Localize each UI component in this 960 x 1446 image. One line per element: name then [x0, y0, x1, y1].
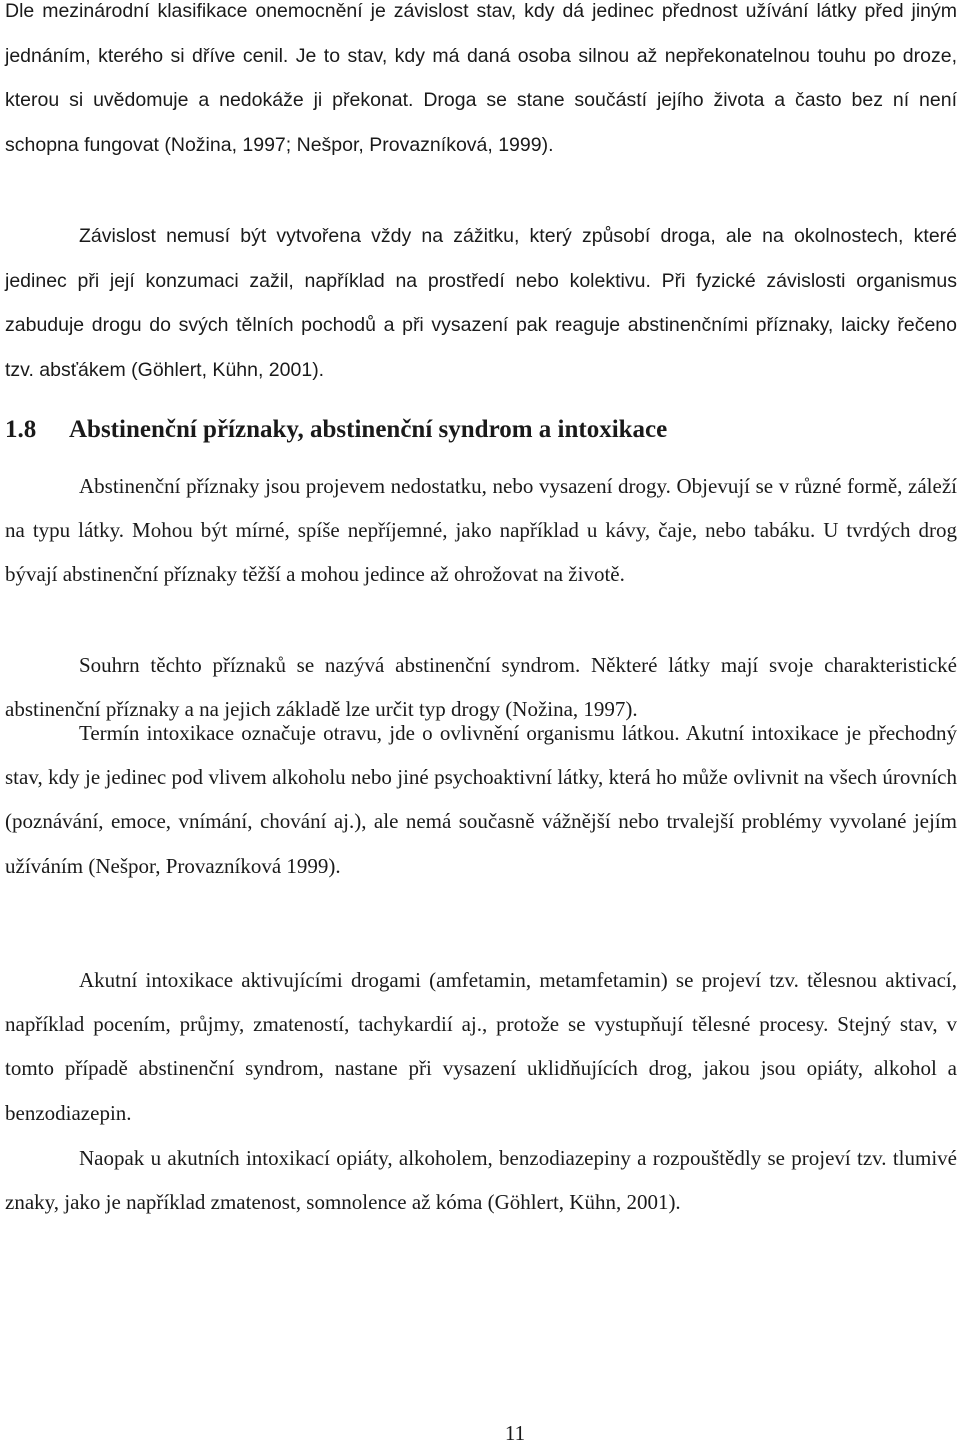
section-heading	[5, 410, 667, 450]
paragraph-activating-drugs: Akutní intoxikace aktivujícími drogami (amfetamin, metamfetamin) se projeví tzv. tělesnou aktivací, například pocením, průjmy, zmateností, tachykardií aj., protože se vystupňují tělesné procesy. Stejný stav, v tomto případě abstinenční syndrom, nastane při vysazení uklidňujících drog, jakou jsou opiáty, alkohol a benzodiazepin.	[5, 968, 957, 1125]
paragraph-depressant-drugs: Naopak u akutních intoxikací opiáty, alkoholem, benzodiazepiny a rozpouštědly se projeví tzv. tlumivé znaky, jako je například zmatenost, somnolence až kóma (Göhlert, Kühn, 2001).	[5, 1146, 957, 1215]
paragraph-withdrawal-syndrome: Souhrn těchto příznaků se nazývá abstinenční syndrom. Některé látky mají svoje charakteristické abstinenční příznaky a na jejich základě lze určit typ drogy (Nožina, 1997).	[5, 653, 957, 722]
paragraph-withdrawal-symptoms: Abstinenční příznaky jsou projevem nedostatku, nebo vysazení drogy. Objevují se v různé formě, záleží na typu látky. Mohou být mírné, spíše nepříjemné, jako například u kávy, čaje, nebo tabáku. U tvrdých drog bývají abstinenční příznaky těžší a mohou jedince až ohrožovat na životě.	[5, 474, 957, 587]
paragraph-intoxication-definition: Termín intoxikace označuje otravu, jde o ovlivnění organismu látkou. Akutní intoxikace je přechodný stav, kdy je jedinec pod vlivem alkoholu nebo jiné psychoaktivní látky, která ho může ovlivnit na všech úrovních (poznávání, emoce, vnímání, chování aj.), ale nemá současně vážnější nebo trvalejší problémy vyvolané jejím užíváním (Nešpor, Provazníková 1999).	[5, 721, 957, 878]
section-title: Abstinenční příznaky, abstinenční syndrom a intoxikace	[69, 416, 668, 443]
paragraph-dependence-circumstances: Závislost nemusí být vytvořena vždy na zážitku, který způsobí droga, ale na okolnostech, které jedinec při její konzumaci zažil, například na prostředí nebo kolektivu. Při fyzické závislosti organismus zabuduje drogu do svých tělních pochodů a při vysazení pak reaguje abstinenčními příznaky, laicky řečeno tzv. absťákem (Göhlert, Kühn, 2001).	[5, 225, 957, 381]
section-number: 1.8	[5, 416, 37, 443]
page-number: 11	[504, 1421, 526, 1445]
paragraph-dependence-definition: Dle mezinárodní klasifikace onemocnění je závislost stav, kdy dá jedinec přednost užívání látky před jiným jednáním, kterého si dříve cenil. Je to stav, kdy má daná osoba silnou až nepřekonatelnou touhu po droze, kterou si uvědomuje a nedokáže ji překonat. Droga se stane součástí jejího života a často bez ní není schopna fungovat (Nožina, 1997; Nešpor, Provazníková, 1999).	[5, 0, 957, 156]
